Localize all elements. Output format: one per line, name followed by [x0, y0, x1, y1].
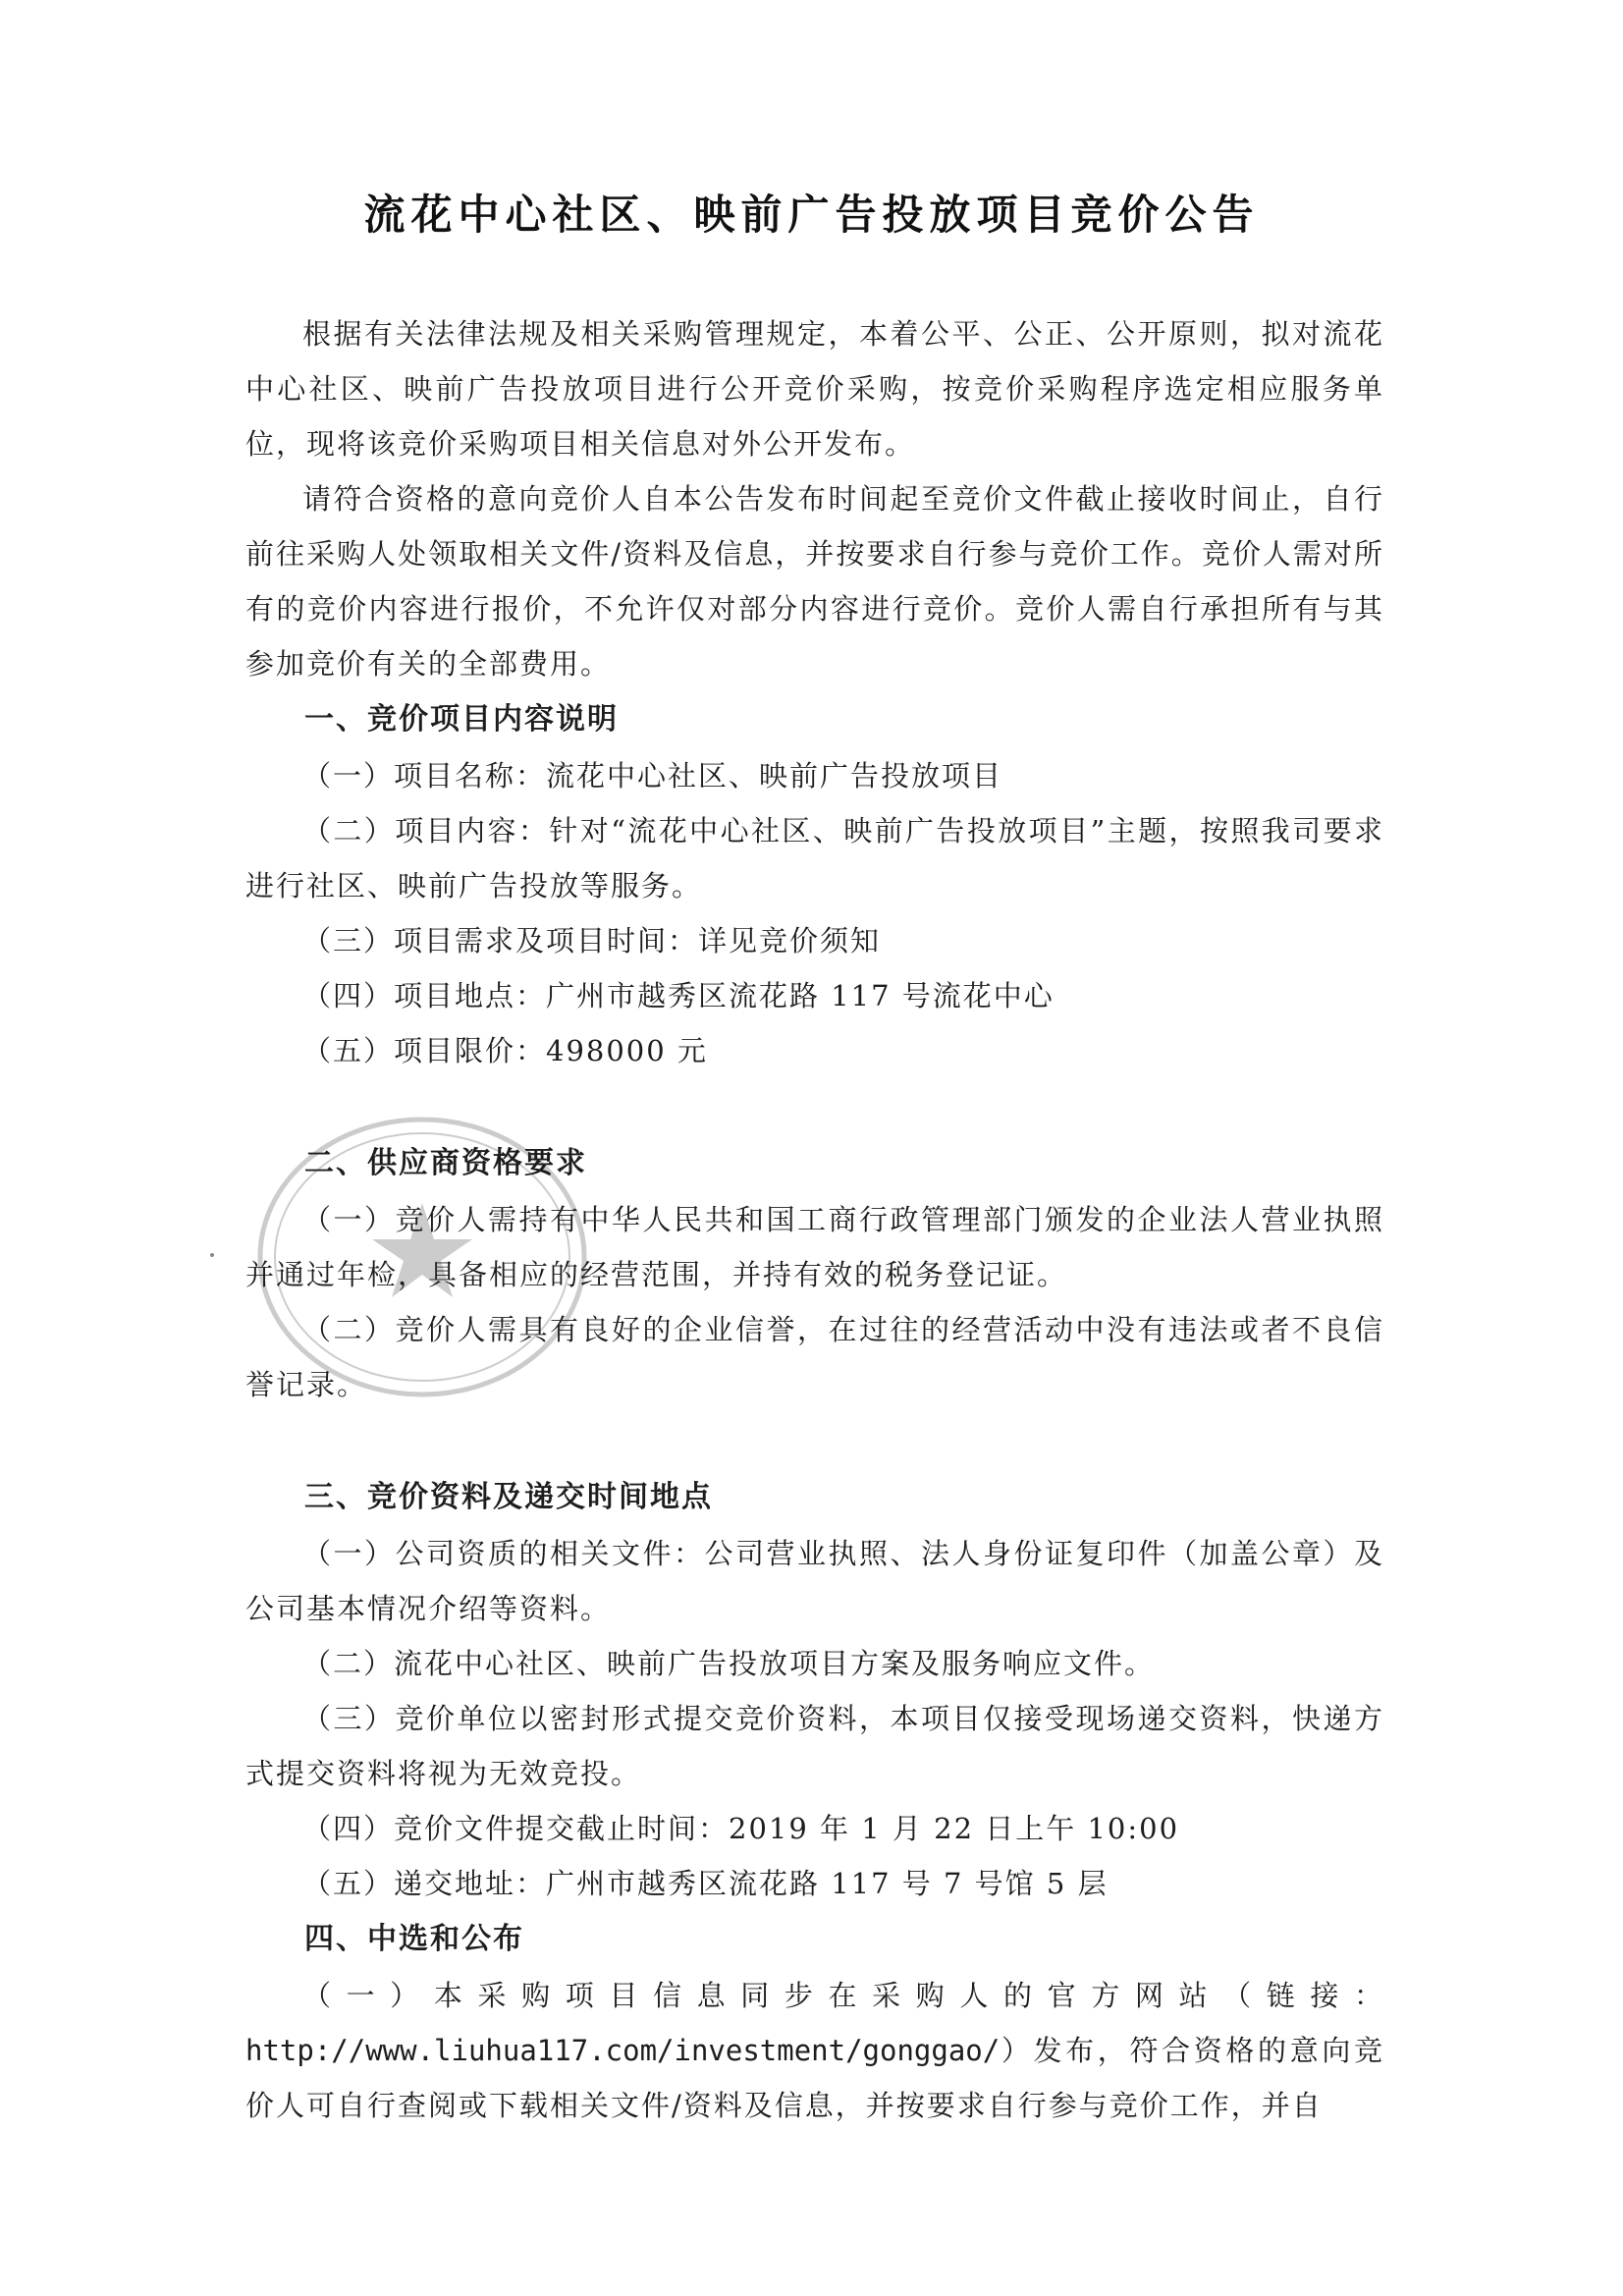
list-item: （三）竞价单位以密封形式提交竞价资料，本项目仅接受现场递交资料，快递方式提交资料将视为无效竞投。: [245, 1702, 1384, 1790]
section-heading: 四、中选和公布: [304, 1922, 524, 1956]
list-item: （四）竞价文件提交截止时间：2019 年 1 月 22 日上午 10:00: [302, 1812, 1180, 1845]
intro-paragraph: 请符合资格的意向竞价人自本公告发布时间起至竞价文件截止接收时间止，自行前往采购人处领取相关文件/资料及信息，并按要求自行参与竞价工作。竞价人需对所有的竞价内容进行报价，不允许仅对部分内容进行竞价。竞价人需自行承担所有与其参加竞价有关的全部费用。: [245, 482, 1384, 681]
spacer: [245, 1078, 1384, 1135]
list-item: （五）项目限价：498000 元: [302, 1034, 708, 1067]
list-item: （三）项目需求及项目时间：详见竞价须知: [302, 924, 882, 957]
list-item: （五）递交地址：广州市越秀区流花路 117 号 7 号馆 5 层: [302, 1867, 1109, 1900]
list-item: （二）竞价人需具有良好的企业信誉，在过往的经营活动中没有违法或者不良信誉记录。: [245, 1313, 1384, 1401]
list-item: （二）流花中心社区、映前广告投放项目方案及服务响应文件。: [302, 1647, 1156, 1680]
list-item: （一）竞价人需持有中华人民共和国工商行政管理部门颁发的企业法人营业执照并通过年检，具备相应的经营范围，并持有效的税务登记证。: [245, 1203, 1384, 1291]
list-item: （一）公司资质的相关文件：公司营业执照、法人身份证复印件（加盖公章）及公司基本情况介绍等资料。: [245, 1537, 1384, 1625]
item-text: （一）本采购项目信息同步在采购人的官方网站（链接：: [302, 1979, 1384, 2012]
website-link[interactable]: http://www.liuhua117.com/investment/gonggao/: [245, 2034, 1001, 2067]
list-item: [245, 1968, 1384, 2133]
section-heading: 二、供应商资格要求: [304, 1146, 587, 1180]
list-item: （二）项目内容：针对“流花中心社区、映前广告投放项目”主题，按照我司要求进行社区、映前广告投放等服务。: [245, 814, 1384, 902]
section-heading: 一、竞价项目内容说明: [304, 702, 619, 737]
document-body: [245, 306, 1384, 2133]
spacer: [245, 1412, 1384, 1469]
list-item: （一）项目名称：流花中心社区、映前广告投放项目: [302, 759, 1003, 793]
item-text: ）发布，符合资格的意向竞价人可自行查阅或下载相关文件/资料及信息，并按要求自行参与竞价工作，并自: [245, 2034, 1384, 2122]
section-heading: 三、竞价资料及递交时间地点: [304, 1480, 713, 1514]
list-item: （四）项目地点：广州市越秀区流花路 117 号流花中心: [302, 979, 1055, 1012]
scan-speck: [210, 1253, 214, 1257]
page-title: 流花中心社区、映前广告投放项目竞价公告: [363, 191, 1260, 239]
intro-paragraph: 根据有关法律法规及相关采购管理规定，本着公平、公正、公开原则，拟对流花中心社区、映前广告投放项目进行公开竞价采购，按竞价采购程序选定相应服务单位，现将该竞价采购项目相关信息对外公开发布。: [245, 317, 1384, 461]
